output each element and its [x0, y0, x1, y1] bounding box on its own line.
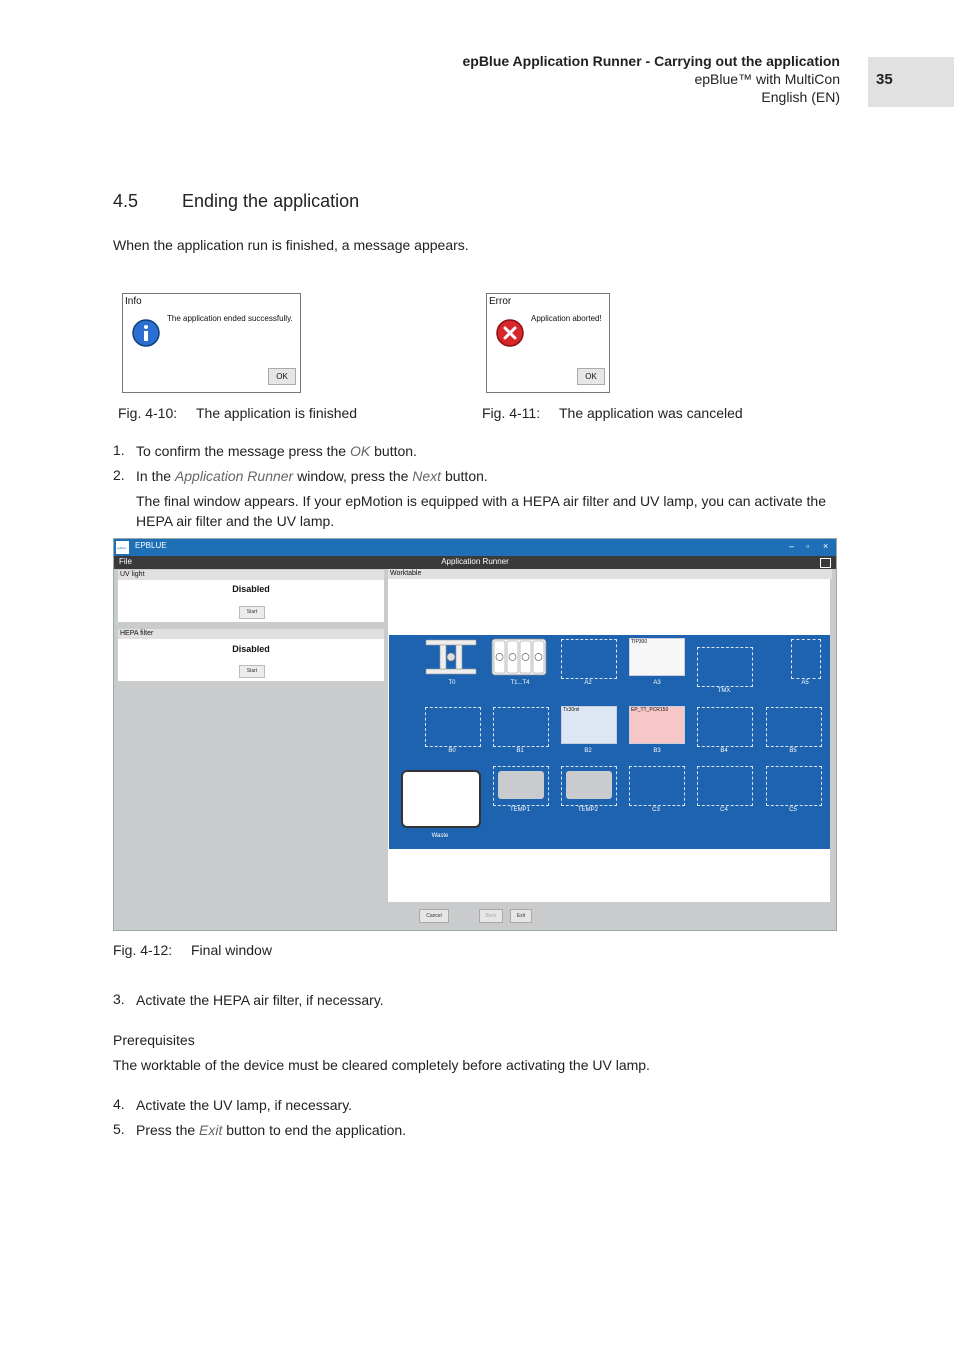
slot-b5[interactable] — [766, 707, 822, 747]
step2-number: 2. — [113, 467, 125, 483]
slot-a5[interactable] — [791, 639, 821, 679]
panel-toggle-icon[interactable] — [820, 558, 831, 568]
step1-number: 1. — [113, 442, 125, 458]
slot-b1-label: B1 — [516, 748, 524, 754]
slot-b4[interactable] — [697, 707, 753, 747]
slot-c4-label: C4 — [720, 807, 728, 813]
temp1-block — [498, 771, 544, 799]
slot-a3-tip300[interactable] — [629, 638, 685, 676]
slot-c4[interactable] — [697, 766, 753, 806]
slot-waste-label: Waste — [431, 833, 449, 839]
cancel-button[interactable]: Cancel — [419, 909, 449, 923]
step2-text: In the Application Runner window, press the Next button. — [136, 468, 488, 484]
section-number: 4.5 — [113, 191, 139, 211]
step4-number: 4. — [113, 1096, 125, 1112]
epblue-logo: epBlue — [116, 541, 129, 554]
error-icon — [495, 318, 525, 348]
section-title: Ending the application — [182, 191, 360, 211]
slot-b5-label: B5 — [789, 748, 797, 754]
window-name: EPBLUE — [135, 541, 167, 550]
slot-temp1[interactable] — [493, 766, 549, 806]
header-title: epBlue Application Runner - Carrying out the application — [462, 53, 840, 69]
info-dialog-title: Info — [125, 296, 142, 307]
slot-c5[interactable] — [766, 766, 822, 806]
plate-a3-label: TIP300 — [631, 639, 648, 645]
prerequisites-title: Prerequisites — [113, 1032, 195, 1048]
slot-a2-label: A2 — [584, 680, 592, 686]
step5-text: Press the Exit button to end the application. — [136, 1122, 407, 1138]
plate-b3-label: EP_TT_PCR150 — [631, 707, 669, 713]
intro-paragraph: When the application run is finished, a message appears. — [113, 237, 469, 253]
info-icon — [131, 318, 161, 348]
hepa-filter-panel — [118, 639, 384, 681]
step2-note: The final window appears. If your epMotion is equipped with a HEPA air filter and UV lamp, you can activate the HEPA air filter and the UV lamp. — [136, 493, 826, 529]
fig11-number: Fig. 4-11: — [482, 405, 541, 421]
slot-t1-t4-label: T1...T4 — [510, 680, 530, 686]
hepa-filter-status: Disabled — [232, 644, 270, 654]
window-titlebar — [114, 539, 836, 556]
slot-temp2-label: TEMP2 — [577, 807, 598, 813]
slot-b3-label: B3 — [653, 748, 661, 754]
slot-b4-label: B4 — [720, 748, 728, 754]
slot-t0-label: T0 — [448, 680, 456, 686]
waste-container[interactable] — [401, 770, 481, 828]
slot-t1-t4-rack[interactable] — [490, 638, 548, 676]
step1-text: To confirm the message press the OK button. — [136, 443, 417, 459]
slot-tmx-label: TMX — [717, 688, 731, 694]
error-dialog-title: Error — [489, 296, 512, 307]
fig12-number: Fig. 4-12: — [113, 942, 173, 958]
error-dialog — [486, 293, 610, 393]
uv-light-header: UV light — [118, 570, 384, 580]
temp2-block — [566, 771, 612, 799]
slot-b0[interactable] — [425, 707, 481, 747]
slot-a3-label: A3 — [653, 680, 661, 686]
ok-term: OK — [350, 443, 371, 459]
fig12-caption: Final window — [191, 942, 272, 958]
hepa-filter-header: HEPA filter — [118, 629, 384, 639]
uv-light-panel — [118, 580, 384, 622]
step4-text: Activate the UV lamp, if necessary. — [136, 1097, 353, 1113]
minimize-icon[interactable]: – — [789, 541, 795, 551]
header-subtitle-language: English (EN) — [761, 89, 840, 105]
slot-tmx[interactable] — [697, 647, 753, 687]
step3-text: Activate the HEPA air filter, if necessary. — [136, 992, 384, 1008]
step3-number: 3. — [113, 991, 125, 1007]
slot-temp2[interactable] — [561, 766, 617, 806]
menu-bar — [114, 556, 836, 569]
info-dialog — [122, 293, 301, 393]
slot-a2[interactable] — [561, 639, 617, 679]
exit-button[interactable]: Exit — [510, 909, 532, 923]
uv-start-button[interactable]: Start — [239, 606, 265, 619]
back-button[interactable]: Back — [479, 909, 503, 923]
header-subtitle-product: epBlue™ with MultiCon — [694, 71, 840, 87]
restore-icon[interactable]: ▫ — [806, 541, 810, 551]
plate-b2-label: Tx30ml — [563, 707, 580, 713]
error-dialog-message: Application aborted! — [531, 314, 602, 323]
fig11-caption: The application was canceled — [559, 405, 743, 421]
application-runner-window — [113, 538, 837, 931]
prerequisites-text: The worktable of the device must be cleared completely before activating the UV lamp. — [113, 1057, 650, 1073]
hepa-start-button[interactable]: Start — [239, 665, 265, 678]
worktable-header: Worktable — [388, 569, 832, 579]
exit-term: Exit — [199, 1122, 223, 1138]
info-dialog-message: The application ended successfully. — [167, 314, 293, 323]
slot-c5-label: C5 — [789, 807, 797, 813]
slot-c3[interactable] — [629, 766, 685, 806]
slot-b0-label: B0 — [448, 748, 456, 754]
slot-a5-label: A5 — [801, 680, 809, 686]
next-term: Next — [412, 468, 442, 484]
error-ok-button[interactable]: OK — [577, 368, 605, 385]
slot-b1[interactable] — [493, 707, 549, 747]
window-title: Application Runner — [441, 557, 509, 566]
slot-b2-reservoir[interactable] — [561, 706, 617, 744]
application-runner-term: Application Runner — [174, 468, 294, 484]
slot-temp1-label: TEMP1 — [509, 807, 530, 813]
slot-b2-label: B2 — [584, 748, 592, 754]
slot-c3-label: C3 — [652, 807, 660, 813]
fig10-number: Fig. 4-10: — [118, 405, 178, 421]
menu-file[interactable]: File — [119, 557, 132, 566]
page-number: 35 — [876, 71, 893, 88]
worktable-deck — [389, 635, 830, 849]
info-ok-button[interactable]: OK — [268, 368, 296, 385]
close-icon[interactable]: × — [823, 541, 829, 551]
uv-light-status: Disabled — [232, 584, 270, 594]
slot-b3-pcr-plate[interactable] — [629, 706, 685, 744]
slot-t0-holder[interactable] — [422, 638, 480, 676]
step5-number: 5. — [113, 1121, 125, 1137]
fig10-caption: The application is finished — [196, 405, 358, 421]
